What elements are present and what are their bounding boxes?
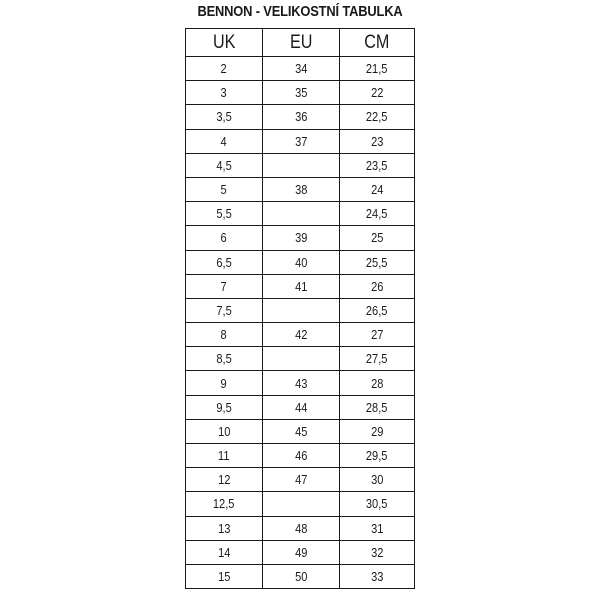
- table-body: [186, 57, 415, 589]
- cell-cm-value: 32: [370, 544, 384, 560]
- cell-eu: [263, 540, 340, 564]
- cell-uk: [186, 468, 263, 492]
- cell-cm: [340, 564, 415, 588]
- cell-eu: [263, 323, 340, 347]
- cell-cm: [340, 129, 415, 153]
- cell-uk: [186, 298, 263, 322]
- cell-cm-value: 25: [370, 230, 384, 246]
- cell-cm-value: 27: [370, 327, 384, 343]
- cell-uk: [186, 105, 263, 129]
- cell-cm-value: 21,5: [366, 61, 388, 77]
- cell-uk: [186, 564, 263, 588]
- cell-eu: [263, 250, 340, 274]
- cell-eu-value: 43: [294, 375, 308, 391]
- cell-uk: [186, 323, 263, 347]
- cell-cm: [340, 81, 415, 105]
- cell-cm: [340, 492, 415, 516]
- cell-eu-value: 47: [294, 472, 308, 488]
- cell-uk: [186, 153, 263, 177]
- cell-cm: [340, 226, 415, 250]
- cell-cm-value: 26: [370, 278, 384, 294]
- cell-cm: [340, 274, 415, 298]
- cell-eu: [263, 274, 340, 298]
- header-eu-label: EU: [289, 32, 313, 53]
- cell-eu: [263, 81, 340, 105]
- table-row: [186, 105, 415, 129]
- cell-eu: [263, 444, 340, 468]
- header-uk-label: UK: [212, 32, 236, 53]
- cell-eu: [263, 564, 340, 588]
- cell-uk: [186, 226, 263, 250]
- table-row: [186, 371, 415, 395]
- cell-eu: [263, 129, 340, 153]
- cell-uk: [186, 347, 263, 371]
- table-row: [186, 274, 415, 298]
- cell-uk-value: 6: [220, 230, 228, 246]
- cell-eu: [263, 468, 340, 492]
- cell-uk-value: 3,5: [216, 109, 232, 125]
- cell-eu: [263, 105, 340, 129]
- cell-eu-value: 35: [294, 85, 308, 101]
- cell-eu: [263, 153, 340, 177]
- cell-uk-value: 3: [220, 85, 228, 101]
- cell-uk: [186, 419, 263, 443]
- cell-cm: [340, 57, 415, 81]
- cell-uk: [186, 250, 263, 274]
- cell-uk-value: 7,5: [216, 302, 232, 318]
- cell-eu: [263, 395, 340, 419]
- cell-uk: [186, 395, 263, 419]
- cell-uk: [186, 516, 263, 540]
- header-uk: [186, 29, 263, 57]
- cell-cm-value: 31: [370, 520, 384, 536]
- cell-eu: [263, 492, 340, 516]
- cell-cm: [340, 540, 415, 564]
- table-row: [186, 226, 415, 250]
- cell-eu: [263, 57, 340, 81]
- cell-cm-value: 30,5: [366, 496, 388, 512]
- header-cm-label: CM: [364, 32, 390, 53]
- cell-uk-value: 5,5: [216, 206, 232, 222]
- header-cm: [340, 29, 415, 57]
- cell-cm-value: 23,5: [366, 157, 388, 173]
- cell-cm-value: 30: [370, 472, 384, 488]
- cell-cm: [340, 444, 415, 468]
- cell-uk: [186, 274, 263, 298]
- cell-cm: [340, 468, 415, 492]
- cell-cm: [340, 177, 415, 201]
- cell-uk-value: 12,5: [213, 496, 235, 512]
- cell-cm-value: 28: [370, 375, 384, 391]
- size-table: [185, 28, 415, 589]
- cell-uk-value: 9,5: [216, 399, 232, 415]
- cell-cm-value: 27,5: [366, 351, 388, 367]
- cell-uk: [186, 202, 263, 226]
- cell-eu: [263, 371, 340, 395]
- table-row: [186, 419, 415, 443]
- cell-uk-value: 4: [220, 133, 228, 149]
- table-row: [186, 347, 415, 371]
- cell-uk: [186, 371, 263, 395]
- cell-eu-value: 50: [294, 569, 308, 585]
- table-row: [186, 468, 415, 492]
- cell-uk-value: 7: [220, 278, 228, 294]
- cell-cm-value: 25,5: [366, 254, 388, 270]
- cell-eu-value: 38: [294, 182, 308, 198]
- cell-cm-value: 26,5: [366, 302, 388, 318]
- cell-uk-value: 4,5: [216, 157, 232, 173]
- cell-eu: [263, 516, 340, 540]
- cell-eu: [263, 177, 340, 201]
- cell-uk-value: 8: [220, 327, 228, 343]
- cell-cm-value: 29: [370, 423, 384, 439]
- table-row: [186, 129, 415, 153]
- table-row: [186, 153, 415, 177]
- header-eu: [263, 29, 340, 57]
- cell-eu-value: 44: [294, 399, 308, 415]
- table-row: [186, 57, 415, 81]
- cell-cm-value: 24: [370, 182, 384, 198]
- table-row: [186, 395, 415, 419]
- cell-cm: [340, 419, 415, 443]
- cell-eu: [263, 226, 340, 250]
- cell-cm: [340, 395, 415, 419]
- cell-eu-value: 45: [294, 423, 308, 439]
- cell-uk-value: 11: [218, 448, 230, 464]
- table-row: [186, 540, 415, 564]
- cell-uk-value: 15: [217, 569, 231, 585]
- cell-cm: [340, 153, 415, 177]
- table-row: [186, 298, 415, 322]
- cell-cm-value: 24,5: [366, 206, 388, 222]
- cell-cm-value: 28,5: [366, 399, 388, 415]
- cell-uk-value: 2: [220, 61, 228, 77]
- page-title: BENNON - VELIKOSTNÍ TABULKA: [197, 3, 403, 20]
- cell-uk: [186, 177, 263, 201]
- cell-cm-value: 22: [370, 85, 384, 101]
- table-row: [186, 492, 415, 516]
- table-header-row: [186, 29, 415, 57]
- cell-cm: [340, 516, 415, 540]
- cell-uk: [186, 444, 263, 468]
- table-row: [186, 564, 415, 588]
- cell-uk: [186, 57, 263, 81]
- cell-cm: [340, 298, 415, 322]
- cell-cm: [340, 250, 415, 274]
- cell-uk-value: 5: [220, 182, 228, 198]
- cell-eu: [263, 347, 340, 371]
- table-row: [186, 250, 415, 274]
- cell-eu-value: 37: [294, 133, 308, 149]
- table-row: [186, 516, 415, 540]
- cell-uk-value: 6,5: [216, 254, 232, 270]
- table-row: [186, 177, 415, 201]
- cell-eu-value: 42: [294, 327, 308, 343]
- table-row: [186, 81, 415, 105]
- cell-eu-value: 39: [294, 230, 308, 246]
- cell-uk-value: 8,5: [216, 351, 232, 367]
- cell-uk: [186, 81, 263, 105]
- cell-eu-value: 46: [294, 448, 308, 464]
- cell-cm: [340, 371, 415, 395]
- cell-uk-value: 12: [217, 472, 231, 488]
- cell-uk-value: 10: [217, 423, 231, 439]
- cell-uk: [186, 540, 263, 564]
- cell-eu-value: 40: [294, 254, 308, 270]
- cell-cm: [340, 347, 415, 371]
- table-row: [186, 323, 415, 347]
- cell-eu-value: 34: [294, 61, 308, 77]
- cell-cm: [340, 323, 415, 347]
- cell-eu: [263, 298, 340, 322]
- cell-uk-value: 14: [217, 544, 231, 560]
- cell-cm-value: 29,5: [366, 448, 388, 464]
- cell-uk: [186, 492, 263, 516]
- cell-uk-value: 13: [217, 520, 231, 536]
- cell-eu-value: 48: [294, 520, 308, 536]
- table-row: [186, 444, 415, 468]
- cell-eu-value: 41: [294, 278, 308, 294]
- cell-eu: [263, 202, 340, 226]
- cell-eu-value: 36: [294, 109, 308, 125]
- cell-eu-value: 49: [294, 544, 308, 560]
- cell-cm: [340, 105, 415, 129]
- cell-cm-value: 22,5: [366, 109, 388, 125]
- cell-eu: [263, 419, 340, 443]
- cell-cm-value: 33: [370, 569, 384, 585]
- cell-cm-value: 23: [370, 133, 384, 149]
- cell-uk: [186, 129, 263, 153]
- cell-uk-value: 9: [220, 375, 228, 391]
- table-row: [186, 202, 415, 226]
- cell-cm: [340, 202, 415, 226]
